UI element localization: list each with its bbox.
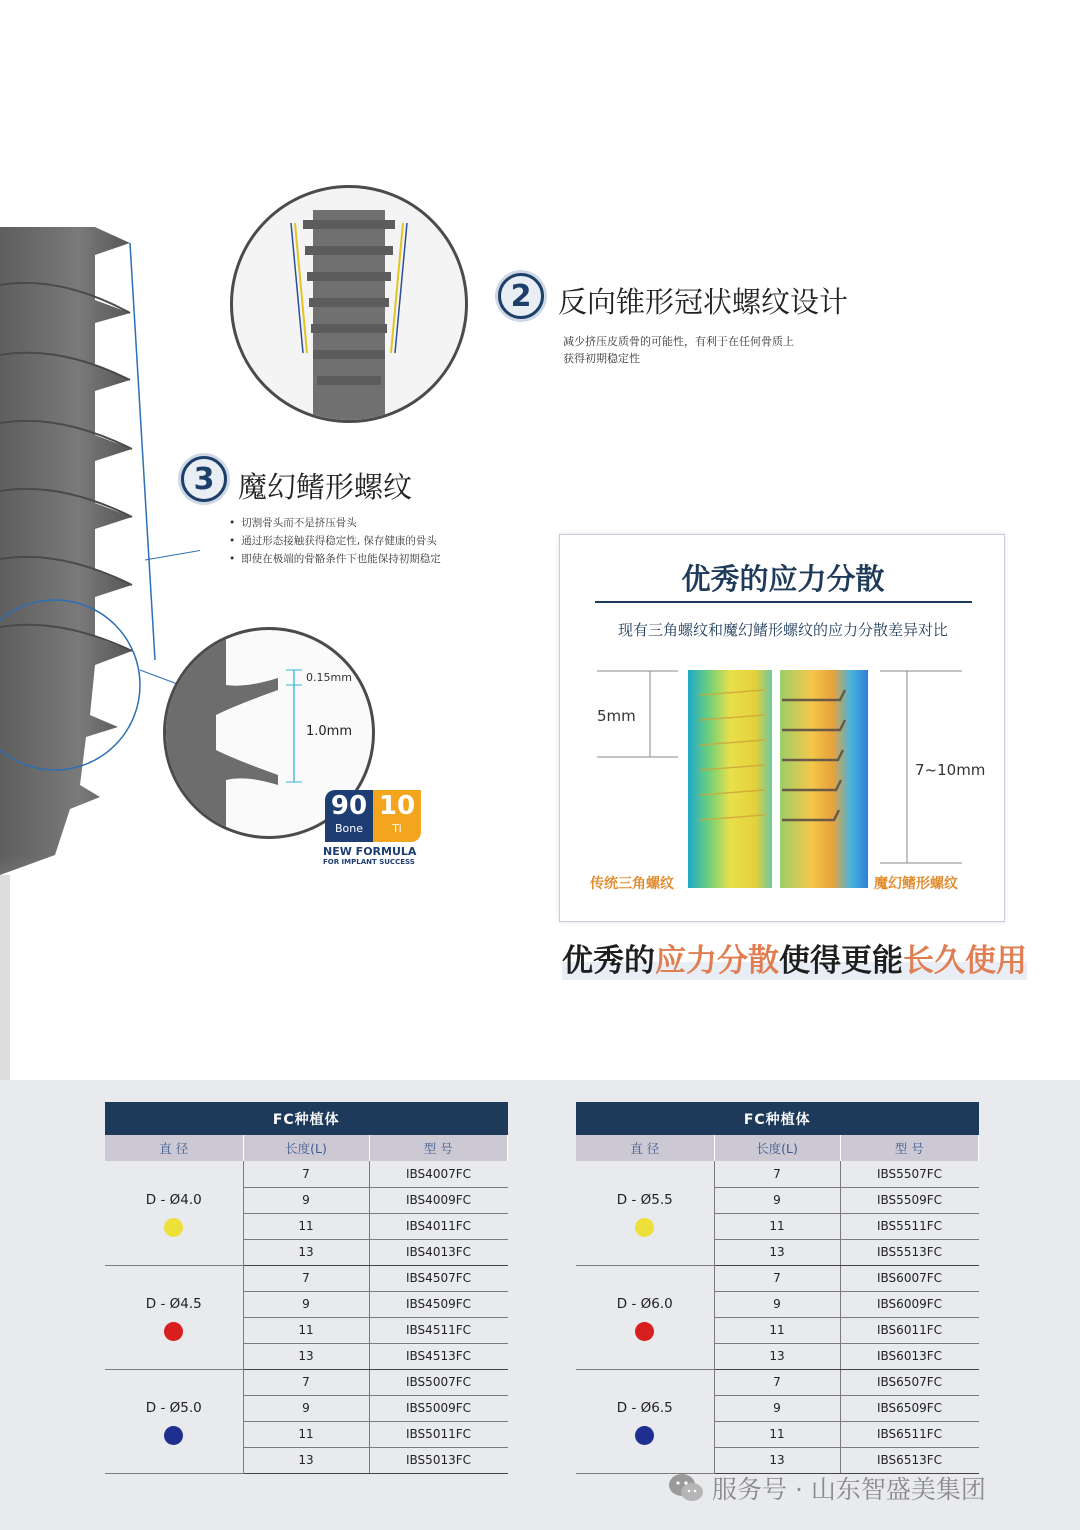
- stress-right-label: 魔幻鳍形螺纹: [874, 876, 958, 892]
- model-cell: IBS6507FC: [840, 1369, 979, 1395]
- model-cell: IBS4009FC: [369, 1187, 508, 1213]
- color-code-dot: [635, 1322, 654, 1341]
- dimension-large-label: 1.0mm: [306, 724, 353, 739]
- stress-title: 优秀的应力分散: [681, 562, 885, 596]
- length-cell: 7: [714, 1161, 840, 1187]
- bone-ti-badge: [323, 790, 423, 870]
- badge-bone-number: 90: [330, 791, 368, 821]
- length-cell: 13: [714, 1239, 840, 1265]
- table-header: 长度(L): [714, 1135, 840, 1161]
- table-row: [576, 1265, 979, 1291]
- feature-3-number: 3: [181, 456, 227, 502]
- bullet-item: • 即使在极端的骨骼条件下也能保持初期稳定: [229, 550, 441, 568]
- model-cell: IBS4513FC: [369, 1343, 508, 1369]
- badge-bone-label: Bone: [334, 822, 363, 835]
- model-cell: IBS6009FC: [840, 1291, 979, 1317]
- model-cell: IBS6511FC: [840, 1421, 979, 1447]
- length-cell: 7: [243, 1161, 369, 1187]
- table-header: 型 号: [369, 1135, 508, 1161]
- bullet-item: • 切割骨头而不是挤压骨头: [229, 514, 441, 532]
- model-cell: IBS6013FC: [840, 1343, 979, 1369]
- stress-tagline: [562, 935, 1027, 980]
- length-cell: 11: [243, 1317, 369, 1343]
- diameter-cell: [105, 1265, 243, 1369]
- feature-2-number: 2: [498, 273, 544, 319]
- table-header: 直 径: [576, 1135, 714, 1161]
- badge-bone-box: [325, 790, 373, 842]
- model-cell: IBS6007FC: [840, 1265, 979, 1291]
- feature-3-title: 魔幻鳍形螺纹: [238, 470, 413, 504]
- feature-2-description: [563, 333, 794, 367]
- model-cell: IBS6509FC: [840, 1395, 979, 1421]
- stress-comparison-panel: [559, 534, 1005, 922]
- length-cell: 9: [714, 1395, 840, 1421]
- model-cell: IBS4511FC: [369, 1317, 508, 1343]
- length-cell: 9: [243, 1291, 369, 1317]
- length-cell: 11: [243, 1213, 369, 1239]
- diameter-cell: [105, 1369, 243, 1473]
- model-cell: IBS5011FC: [369, 1421, 508, 1447]
- badge-ti-box: [373, 790, 421, 842]
- table-title: FC种植体: [105, 1102, 508, 1135]
- tagline-highlight: 应力分散: [655, 943, 779, 979]
- model-cell: IBS5513FC: [840, 1239, 979, 1265]
- badge-ti-label: Ti: [392, 822, 402, 835]
- tagline-part: 使得更能: [779, 943, 903, 979]
- spec-table: [105, 1102, 508, 1474]
- model-cell: IBS5013FC: [369, 1447, 508, 1473]
- stress-subtitle: 现有三角螺纹和魔幻鳍形螺纹的应力分散差异对比: [617, 621, 948, 639]
- stress-heatmap-figure: [560, 665, 1006, 895]
- length-cell: 9: [243, 1395, 369, 1421]
- tagline-highlight: 长久使用: [903, 943, 1027, 979]
- model-cell: IBS6513FC: [840, 1447, 979, 1473]
- feature-2-desc-line: 获得初期稳定性: [563, 352, 640, 365]
- model-cell: IBS6011FC: [840, 1317, 979, 1343]
- feature-2-title: 反向锥形冠状螺纹设计: [558, 285, 849, 319]
- diameter-cell: [105, 1161, 243, 1265]
- model-cell: IBS5007FC: [369, 1369, 508, 1395]
- length-cell: 11: [714, 1421, 840, 1447]
- spec-tables-section: [0, 1080, 1080, 1530]
- bullet-item: • 通过形态接触获得稳定性, 保存健康的骨头: [229, 532, 441, 550]
- length-cell: 7: [243, 1369, 369, 1395]
- model-cell: IBS5509FC: [840, 1187, 979, 1213]
- table-row: [576, 1369, 979, 1395]
- diameter-label: D - Ø6.0: [616, 1296, 673, 1312]
- model-cell: IBS5511FC: [840, 1213, 979, 1239]
- badge-formula-text: NEW FORMULA: [323, 845, 417, 858]
- table-row: [576, 1161, 979, 1187]
- table-header: 长度(L): [243, 1135, 369, 1161]
- color-code-dot: [164, 1426, 183, 1445]
- length-cell: 7: [714, 1369, 840, 1395]
- model-cell: IBS4011FC: [369, 1213, 508, 1239]
- length-cell: 13: [243, 1239, 369, 1265]
- length-cell: 9: [714, 1187, 840, 1213]
- length-cell: 13: [243, 1343, 369, 1369]
- color-code-dot: [635, 1426, 654, 1445]
- color-code-dot: [164, 1322, 183, 1341]
- diameter-cell: [576, 1265, 714, 1369]
- badge-ti-number: 10: [378, 791, 416, 821]
- table-row: [105, 1369, 508, 1395]
- color-code-dot: [635, 1218, 654, 1237]
- badge-formula-subtext: FOR IMPLANT SUCCESS: [323, 858, 415, 866]
- length-cell: 7: [243, 1265, 369, 1291]
- length-cell: 11: [714, 1213, 840, 1239]
- diameter-cell: [576, 1161, 714, 1265]
- color-code-dot: [164, 1218, 183, 1237]
- length-cell: 11: [714, 1317, 840, 1343]
- length-cell: 9: [714, 1291, 840, 1317]
- table-row: [105, 1265, 508, 1291]
- diameter-label: D - Ø4.5: [145, 1296, 202, 1312]
- feature-2-desc-line: 减少挤压皮质骨的可能性，有利于在任何骨质上: [563, 335, 794, 348]
- wechat-icon: [668, 1473, 704, 1503]
- length-cell: 7: [714, 1265, 840, 1291]
- stress-title-rule: [595, 601, 972, 603]
- model-cell: IBS4013FC: [369, 1239, 508, 1265]
- diameter-cell: [576, 1369, 714, 1473]
- stress-right-dimension: 7~10mm: [915, 761, 986, 779]
- model-cell: IBS5507FC: [840, 1161, 979, 1187]
- table-header: 直 径: [105, 1135, 243, 1161]
- length-cell: 13: [714, 1447, 840, 1473]
- dimension-small-label: 0.15mm: [306, 671, 352, 684]
- feature-3-bullets: [229, 514, 441, 568]
- length-cell: 11: [243, 1421, 369, 1447]
- diameter-label: D - Ø4.0: [145, 1191, 202, 1208]
- table-title: FC种植体: [576, 1102, 979, 1135]
- watermark-text: 服务号 · 山东智盛美集团: [712, 1475, 986, 1504]
- tagline-part: 优秀的: [562, 943, 655, 979]
- watermark: [668, 1470, 986, 1506]
- table-row: [105, 1161, 508, 1187]
- model-cell: IBS5009FC: [369, 1395, 508, 1421]
- diameter-label: D - Ø6.5: [616, 1400, 673, 1416]
- table-header: 型 号: [840, 1135, 979, 1161]
- diameter-label: D - Ø5.0: [145, 1400, 202, 1416]
- stress-left-label: 传统三角螺纹: [590, 876, 674, 892]
- model-cell: IBS4007FC: [369, 1161, 508, 1187]
- length-cell: 13: [243, 1447, 369, 1473]
- spec-table: [576, 1102, 979, 1474]
- model-cell: IBS4507FC: [369, 1265, 508, 1291]
- stress-left-dimension: 5mm: [597, 707, 636, 725]
- length-cell: 9: [243, 1187, 369, 1213]
- crown-thread-detail: [230, 185, 468, 423]
- diameter-label: D - Ø5.5: [616, 1191, 673, 1208]
- model-cell: IBS4509FC: [369, 1291, 508, 1317]
- length-cell: 13: [714, 1343, 840, 1369]
